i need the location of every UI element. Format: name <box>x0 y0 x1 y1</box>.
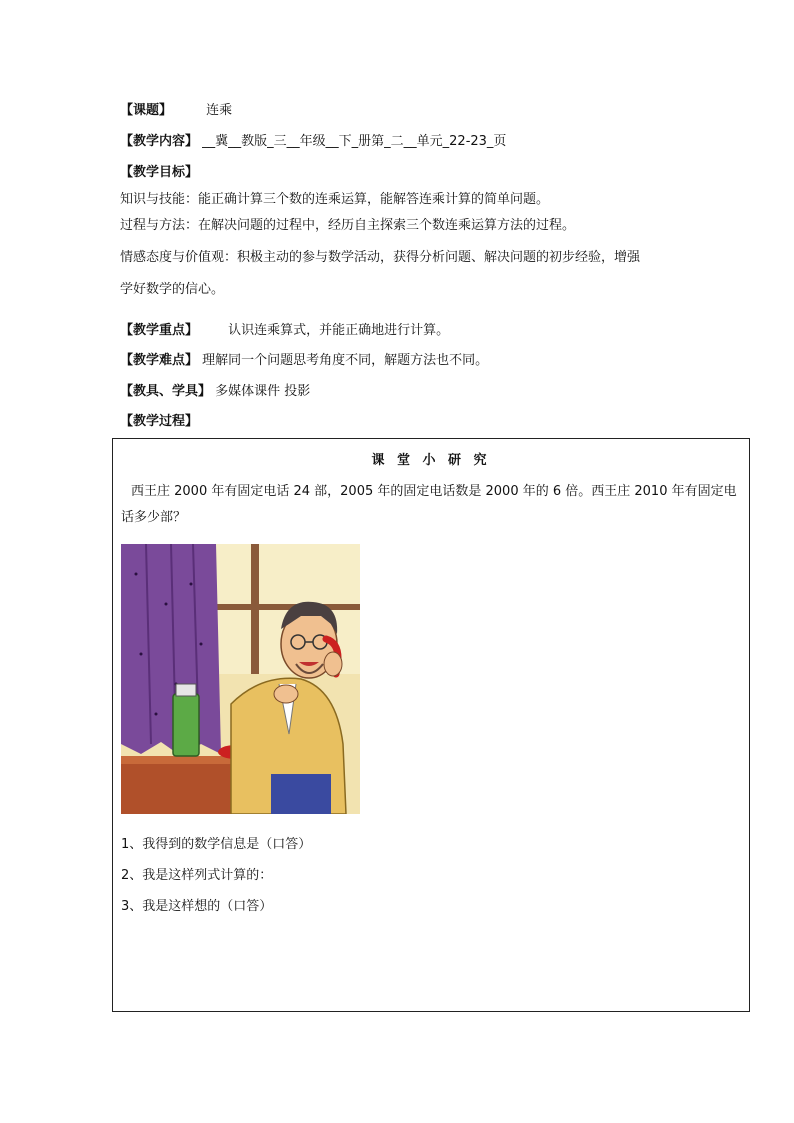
problem-text: 西王庄 2000 年有固定电话 24 部，2005 年的固定电话数是 2000 年的 6 倍。西王庄 2010 年有固定电话多少部？ <box>121 484 737 525</box>
class-study-box <box>112 438 750 1012</box>
goal-emotion-line2: 学好数学的信心。 <box>120 282 225 297</box>
question-1: 1、我得到的数学信息是（口答） <box>121 837 312 852</box>
tools-label: 【教具、学具】 <box>120 384 212 399</box>
goal-process: 过程与方法：在解决问题的过程中，经历自主探索三个数连乘运算方法的过程。 <box>120 218 576 233</box>
process-heading: 【教学过程】 <box>120 414 199 429</box>
man-on-phone-illustration <box>121 544 360 814</box>
question-3: 3、我是这样想的（口答） <box>121 899 273 914</box>
goals-heading: 【教学目标】 <box>120 165 199 180</box>
question-2: 2、我是这样列式计算的： <box>121 868 273 883</box>
goal-knowledge: 知识与技能：能正确计算三个数的连乘运算，能解答连乘计算的简单问题。 <box>120 192 550 207</box>
difficulty-row <box>120 352 488 370</box>
box-title: 课 堂 小 研 究 <box>371 453 491 468</box>
content-value: __冀__教版_三__年级__下_册第_二__单元_22-23_页 <box>202 134 507 149</box>
key-point-label: 【教学重点】 <box>120 323 199 338</box>
goal-emotion-line1: 情感态度与价值观：积极主动的参与数学活动，获得分析问题、解决问题的初步经验，增强 <box>120 250 641 265</box>
tools-value: 多媒体课件 投影 <box>215 384 311 399</box>
topic-label: 【课题】 <box>120 103 173 118</box>
content-row <box>120 133 506 151</box>
tools-row <box>120 383 310 401</box>
key-point-row <box>120 322 449 340</box>
key-point-value: 认识连乘算式，并能正确地进行计算。 <box>228 323 450 338</box>
topic-row <box>120 102 232 120</box>
topic-value: 连乘 <box>206 103 233 118</box>
difficulty-label: 【教学难点】 <box>120 353 199 368</box>
difficulty-value: 理解同一个问题思考角度不同，解题方法也不同。 <box>202 353 489 368</box>
content-label: 【教学内容】 <box>120 134 199 149</box>
